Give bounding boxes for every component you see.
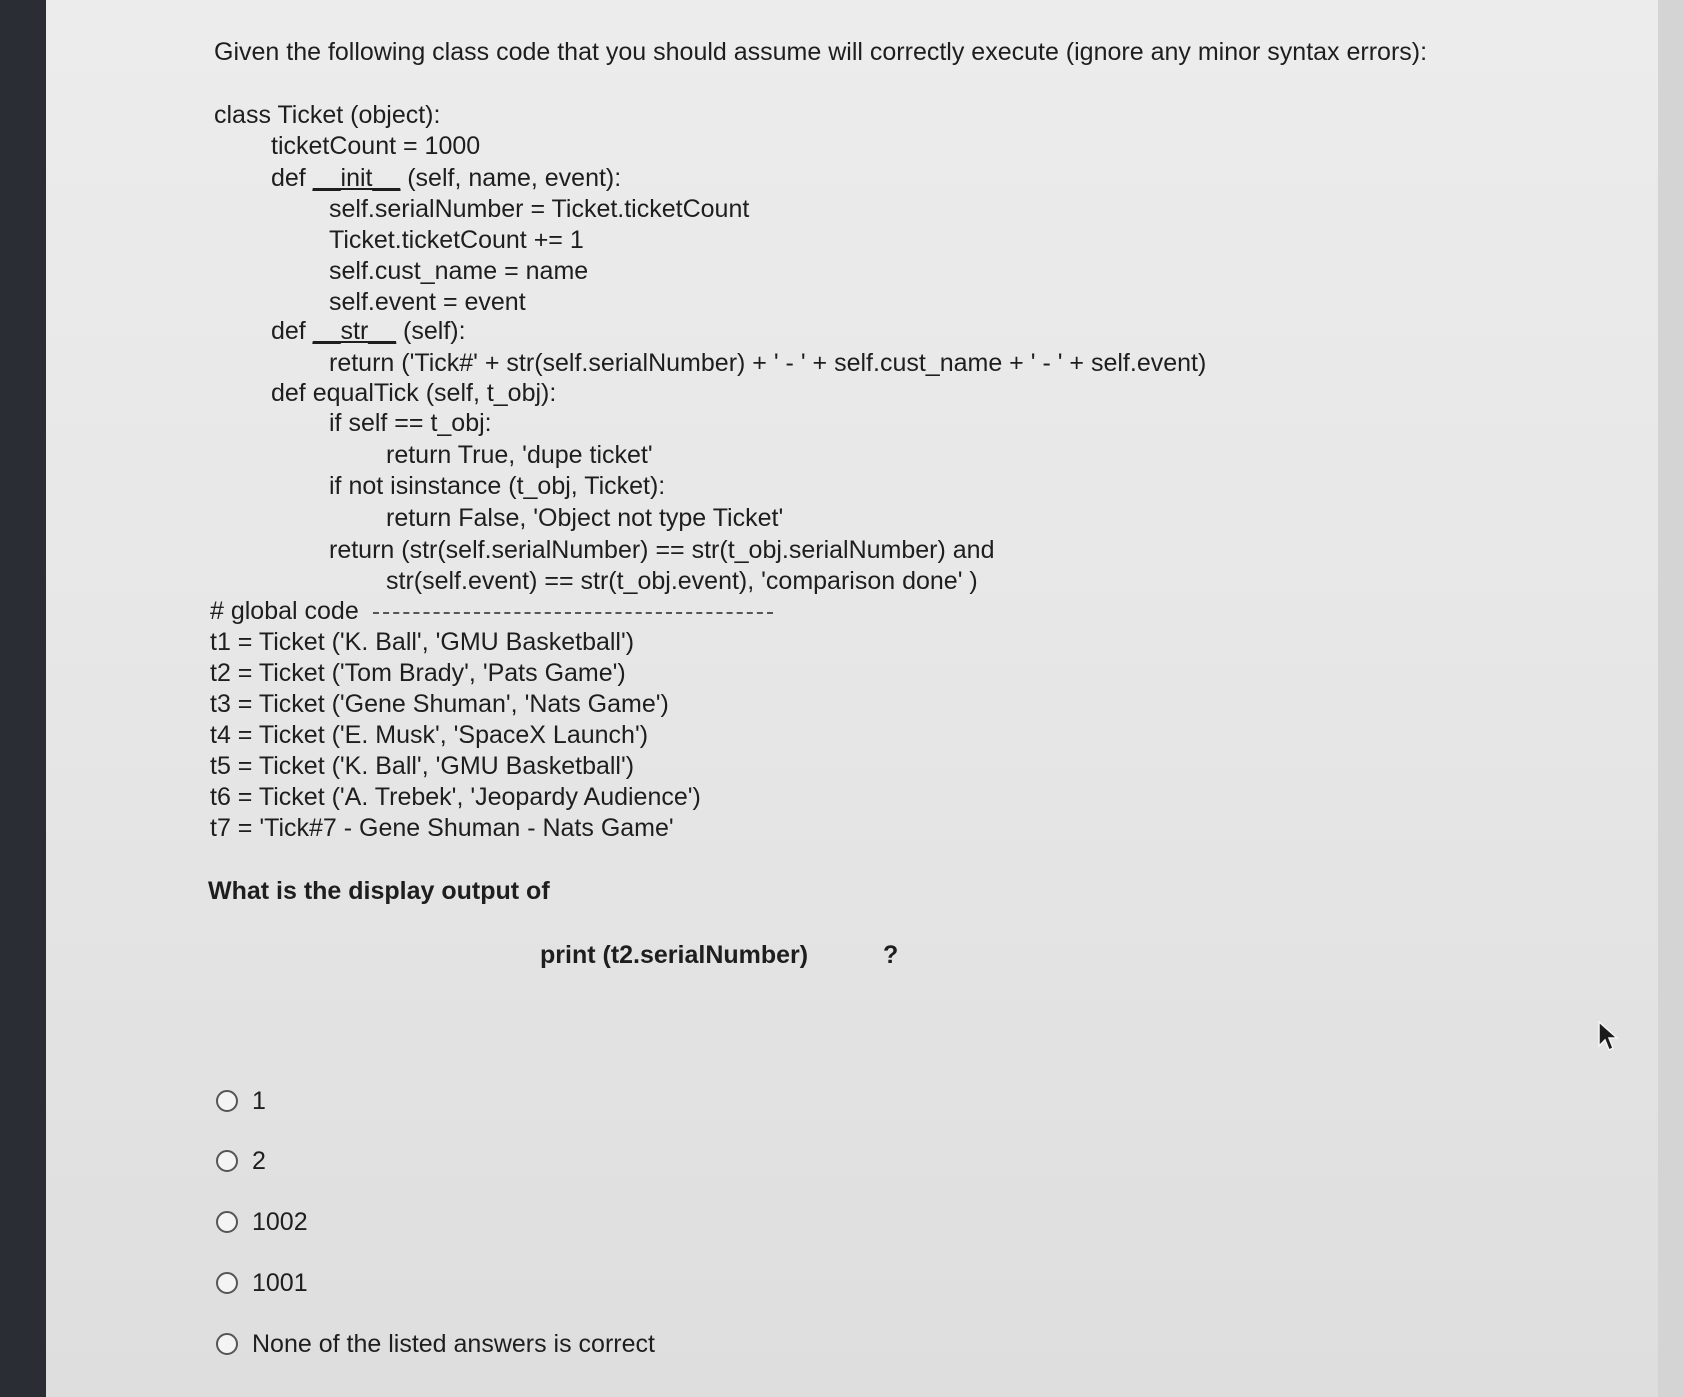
code-line: str(self.event) == str(t_obj.event), 'comparison done' ): [386, 567, 978, 595]
code-line: if self == t_obj:: [329, 409, 492, 437]
radio-button[interactable]: [216, 1272, 238, 1294]
question-mark: ?: [883, 941, 899, 969]
answer-option-label: 2: [252, 1146, 266, 1175]
answer-option-label: 1002: [252, 1207, 308, 1236]
code-line: t1 = Ticket ('K. Ball', 'GMU Basketball'): [210, 628, 635, 656]
code-line: ticketCount = 1000: [271, 132, 481, 160]
question-prompt: What is the display output of: [208, 877, 550, 905]
answer-option[interactable]: [216, 1266, 308, 1300]
answer-option[interactable]: [216, 1084, 266, 1118]
mouse-cursor-icon: [1597, 1020, 1619, 1054]
answer-option[interactable]: [216, 1327, 655, 1361]
code-line: t2 = Ticket ('Tom Brady', 'Pats Game'): [210, 659, 626, 687]
screen-edge: [1658, 0, 1683, 1397]
code-line: t5 = Ticket ('K. Ball', 'GMU Basketball'): [210, 752, 635, 780]
code-line: if not isinstance (t_obj, Ticket):: [329, 472, 666, 500]
answer-option[interactable]: [216, 1144, 266, 1178]
code-line: return ('Tick#' + str(self.serialNumber) + ' - ' + self.cust_name + ' - ' + self.event): [329, 349, 1207, 377]
code-line: def equalTick (self, t_obj):: [271, 379, 557, 407]
code-line: return (str(self.serialNumber) == str(t_obj.serialNumber) and: [329, 536, 995, 564]
question-intro: Given the following class code that you should assume will correctly execute (ignore any minor syntax errors):: [214, 38, 1428, 66]
code-line: self.event = event: [329, 288, 526, 316]
answer-option[interactable]: [216, 1205, 308, 1239]
answer-option-label: 1001: [252, 1268, 308, 1297]
code-line: self.serialNumber = Ticket.ticketCount: [329, 195, 750, 223]
code-line: t6 = Ticket ('A. Trebek', 'Jeopardy Audience'): [210, 783, 701, 811]
code-line: self.cust_name = name: [329, 257, 589, 285]
radio-button[interactable]: [216, 1333, 238, 1355]
print-expression: print (t2.serialNumber): [540, 941, 809, 969]
code-line: return True, 'dupe ticket': [386, 441, 653, 469]
answer-option-label: 1: [252, 1086, 266, 1115]
code-line: Ticket.ticketCount += 1: [329, 226, 584, 254]
global-code-divider: [373, 612, 773, 614]
code-line: return False, 'Object not type Ticket': [386, 504, 784, 532]
code-line: def __str__ (self):: [271, 317, 466, 345]
code-line: class Ticket (object):: [214, 101, 441, 129]
code-line: def __init__ (self, name, event):: [271, 164, 622, 192]
radio-button[interactable]: [216, 1090, 238, 1112]
code-line: t7 = 'Tick#7 - Gene Shuman - Nats Game': [210, 814, 674, 842]
code-line: t4 = Ticket ('E. Musk', 'SpaceX Launch'): [210, 721, 649, 749]
code-line: # global code: [210, 597, 359, 625]
answer-option-label: None of the listed answers is correct: [252, 1329, 655, 1358]
radio-button[interactable]: [216, 1211, 238, 1233]
code-line: t3 = Ticket ('Gene Shuman', 'Nats Game'): [210, 690, 669, 718]
radio-button[interactable]: [216, 1150, 238, 1172]
